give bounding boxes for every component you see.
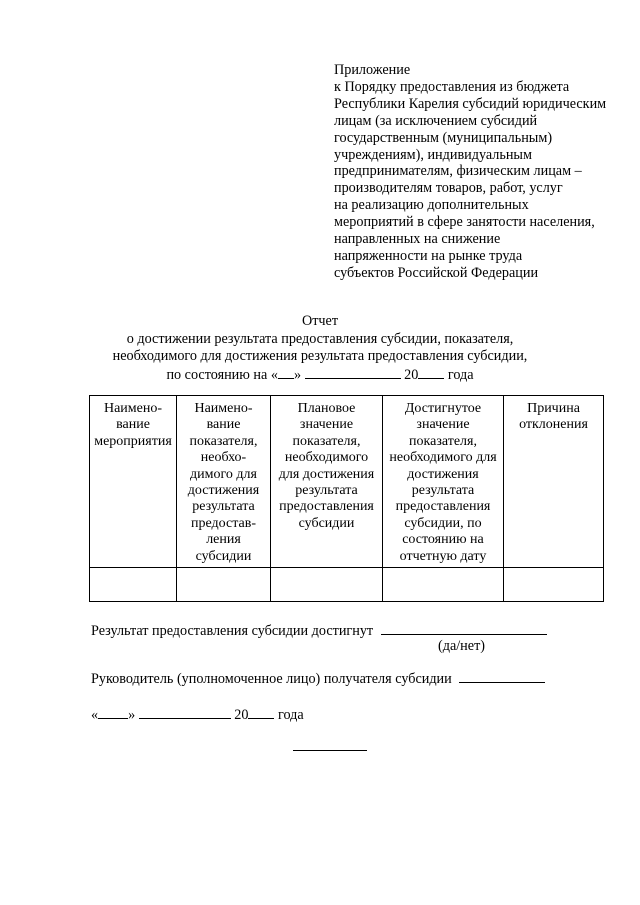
signing-year-prefix: 20 [230,707,249,723]
appendix-line: мероприятий в сфере занятости населения, [334,214,595,231]
table-cell[interactable] [383,568,504,602]
report-title-line-3 [0,366,640,385]
header-deviation-reason: Причина отклонения [504,396,604,568]
result-label: Результат предоставления субсидии достигнут [91,623,374,639]
appendix-line: лицам (за исключением субсидий [334,112,538,129]
appendix-line: производителям товаров, работ, услуг [334,180,563,197]
appendix-block [334,62,634,282]
day-blank [278,366,294,379]
appendix-line: Республики Карелия субсидий юридическим [334,95,607,112]
date-prefix-text: по состоянию на « [166,366,278,383]
header-planned-value: Плановое значение показателя, необходимого для достижения результата предоставления субсидии [271,396,383,568]
header-achieved-value: Достигнутое значение показателя, необходимого для достижения результата предоставления субсидии, по состоянию на отчетную дату [383,396,504,568]
header-activity-name: Наимено- вание мероприятия [90,396,177,568]
header-indicator-name: Наимено- вание показателя, необхо- димого для достижения результата предостав- ления субсидии [177,396,271,568]
report-title-line-1: о достижении результата предоставления субсидии, показателя, [126,330,514,347]
signing-day-blank[interactable] [98,706,128,719]
report-title [0,313,640,384]
table-cell[interactable] [177,568,271,602]
appendix-line: к Порядку предоставления из бюджета [334,78,570,95]
date-mid-text: » [293,366,305,383]
result-answer-blank[interactable] [381,622,547,635]
appendix-line: направленных на снижение [334,231,501,248]
appendix-line: напряженности на рынке труда [334,247,523,264]
report-heading: Отчет [301,313,339,329]
table-cell[interactable] [271,568,383,602]
year-suffix-text: года [444,366,474,383]
year-prefix-text: 20 [400,366,419,383]
year-blank [418,366,444,379]
result-hint: (да/нет) [438,638,485,654]
appendix-line: Приложение [334,62,411,78]
stamp-signature-blank[interactable] [293,750,367,751]
signing-month-blank[interactable] [139,706,231,719]
appendix-line: субъектов Российской Федерации [334,264,539,281]
appendix-line: учреждениям), индивидуальным [334,146,532,163]
signing-date-prefix: « [91,707,99,723]
signing-year-suffix: года [274,707,304,723]
signing-date-line [91,706,304,724]
table-cell[interactable] [90,568,177,602]
table-cell[interactable] [504,568,604,602]
head-signature-blank[interactable] [459,670,545,683]
appendix-line: на реализацию дополнительных [334,197,529,214]
table-header-row [90,396,604,568]
signing-year-blank[interactable] [248,706,274,719]
report-table [89,395,604,602]
appendix-line: государственным (муниципальным) [334,129,553,146]
month-blank [305,366,401,379]
appendix-line: предпринимателям, физическим лицам – [334,163,582,180]
report-title-line-2: необходимого для достижения результата предоставления субсидии, [112,348,528,364]
signing-date-mid: » [128,707,139,723]
head-signature-line [91,670,545,688]
table-row [90,568,604,602]
head-label: Руководитель (уполномоченное лицо) получателя субсидии [91,671,452,687]
